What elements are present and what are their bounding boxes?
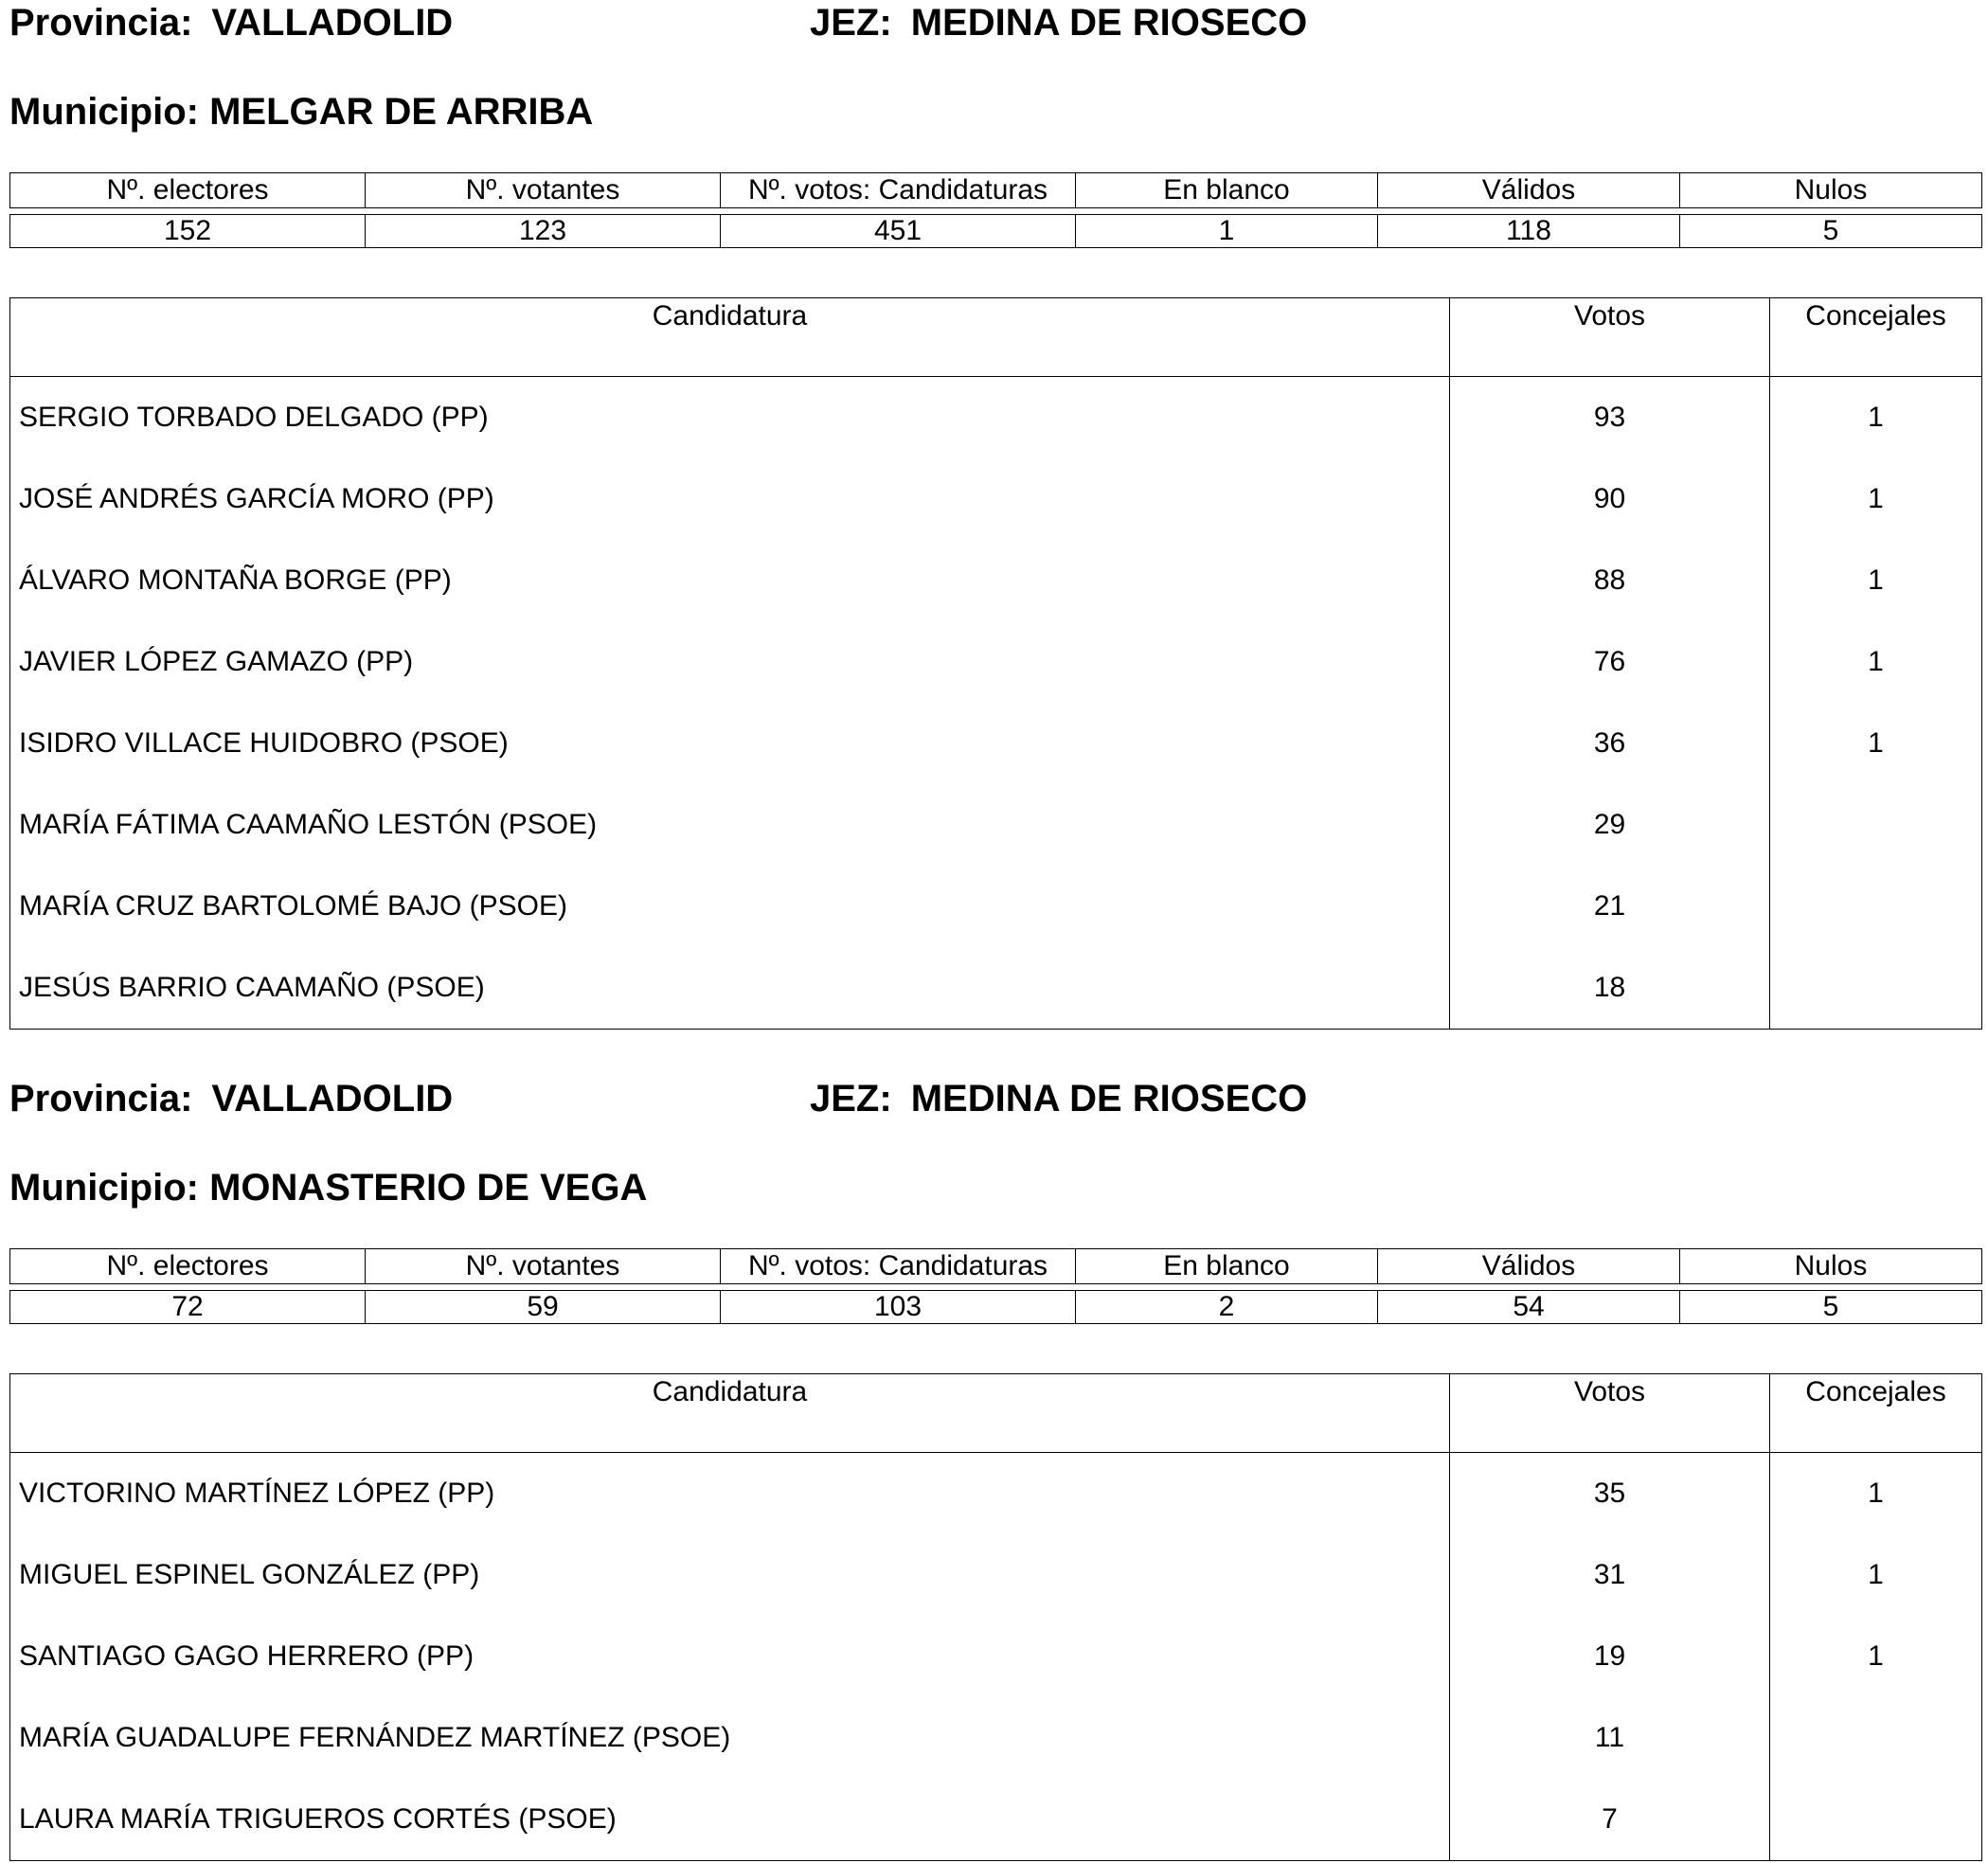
summary-header-cell: Nº. electores	[10, 1249, 366, 1284]
votos-header: Votos	[1450, 298, 1770, 377]
summary-value-cell: 54	[1378, 1291, 1680, 1324]
candidate-votos: 29	[1450, 784, 1770, 866]
candidate-concejales	[1770, 1697, 1982, 1779]
jez-value: MEDINA DE RIOSECO	[910, 2, 1308, 44]
jez-label: JEZ:	[810, 2, 892, 44]
candidates-table	[9, 1373, 1982, 1861]
summary-header-cell: Nº. votos: Candidaturas	[721, 1249, 1076, 1284]
summary-header-cell: Nulos	[1680, 1249, 1982, 1284]
candidate-concejales: 1	[1770, 1453, 1982, 1535]
candidate-name: MARÍA GUADALUPE FERNÁNDEZ MARTÍNEZ (PSOE)	[19, 1722, 731, 1753]
table-row	[10, 1534, 1982, 1616]
concejales-header: Concejales	[1770, 1374, 1982, 1453]
summary-header-row	[10, 1249, 1982, 1284]
provincia-label: Provincia:	[9, 1078, 193, 1120]
candidatura-header: Candidatura	[10, 1374, 1450, 1453]
votos-header: Votos	[1450, 1374, 1770, 1453]
candidate-name: MARÍA FÁTIMA CAAMAÑO LESTÓN (PSOE)	[19, 809, 598, 840]
summary-header-cell: Nº. votantes	[366, 173, 721, 208]
candidate-name: SERGIO TORBADO DELGADO (PP)	[19, 402, 489, 433]
summary-value-cell: 118	[1378, 215, 1680, 248]
municipio-label: Municipio:	[9, 1167, 199, 1209]
summary-gap	[10, 1284, 1982, 1291]
summary-header-cell: Nº. electores	[10, 173, 366, 208]
summary-header-cell: Nº. votos: Candidaturas	[721, 173, 1076, 208]
candidate-name: LAURA MARÍA TRIGUEROS CORTÉS (PSOE)	[19, 1803, 617, 1835]
candidate-name: ISIDRO VILLACE HUIDOBRO (PSOE)	[19, 727, 509, 759]
summary-header-cell: Nº. votantes	[366, 1249, 721, 1284]
table-row	[10, 1616, 1982, 1697]
candidate-name: ÁLVARO MONTAÑA BORGE (PP)	[19, 564, 452, 596]
candidate-concejales: 1	[1770, 377, 1982, 459]
table-row	[10, 621, 1982, 703]
summary-value-cell: 59	[366, 1291, 721, 1324]
concejales-header: Concejales	[1770, 298, 1982, 377]
candidate-votos: 76	[1450, 621, 1770, 703]
municipio-value: MONASTERIO DE VEGA	[209, 1167, 648, 1209]
candidate-name: SANTIAGO GAGO HERRERO (PP)	[19, 1640, 475, 1672]
municipio-header	[9, 1165, 647, 1210]
summary-header-row	[10, 173, 1982, 208]
summary-value-cell: 5	[1680, 215, 1982, 248]
candidate-name: MARÍA CRUZ BARTOLOMÉ BAJO (PSOE)	[19, 890, 567, 922]
summary-value-cell: 123	[366, 215, 721, 248]
summary-value-cell: 2	[1076, 1291, 1378, 1324]
candidate-name: JESÚS BARRIO CAAMAÑO (PSOE)	[19, 972, 485, 1003]
summary-value-cell: 1	[1076, 215, 1378, 248]
candidate-concejales	[1770, 947, 1982, 1030]
candidates-header-row	[10, 1374, 1982, 1453]
jez-label: JEZ:	[810, 1078, 892, 1120]
candidate-votos: 7	[1450, 1779, 1770, 1861]
table-row	[10, 458, 1982, 540]
candidate-concejales: 1	[1770, 1534, 1982, 1616]
table-row	[10, 703, 1982, 784]
provincia-value: VALLADOLID	[211, 2, 454, 44]
table-row	[10, 1779, 1982, 1861]
candidate-votos: 11	[1450, 1697, 1770, 1779]
candidate-name: VICTORINO MARTÍNEZ LÓPEZ (PP)	[19, 1478, 495, 1509]
candidate-concejales: 1	[1770, 1616, 1982, 1697]
candidate-votos: 31	[1450, 1534, 1770, 1616]
summary-value-row	[10, 1291, 1982, 1324]
summary-value-cell: 152	[10, 215, 366, 248]
table-row	[10, 947, 1982, 1030]
summary-gap	[10, 208, 1982, 215]
summary-value-row	[10, 215, 1982, 248]
summary-value-cell: 451	[721, 215, 1076, 248]
jez-header	[810, 0, 1307, 45]
summary-value-cell: 103	[721, 1291, 1076, 1324]
summary-header-cell: En blanco	[1076, 1249, 1378, 1284]
table-row	[10, 866, 1982, 947]
candidate-votos: 90	[1450, 458, 1770, 540]
summary-table	[9, 172, 1982, 248]
summary-header-cell: En blanco	[1076, 173, 1378, 208]
table-row	[10, 1697, 1982, 1779]
table-row	[10, 1453, 1982, 1535]
candidate-name: MIGUEL ESPINEL GONZÁLEZ (PP)	[19, 1559, 480, 1590]
summary-value-cell: 5	[1680, 1291, 1982, 1324]
candidate-concejales	[1770, 784, 1982, 866]
candidate-votos: 88	[1450, 540, 1770, 621]
candidate-name: JAVIER LÓPEZ GAMAZO (PP)	[19, 646, 414, 677]
provincia-header	[9, 0, 453, 45]
candidate-concejales: 1	[1770, 621, 1982, 703]
candidate-votos: 19	[1450, 1616, 1770, 1697]
candidate-concejales	[1770, 1779, 1982, 1861]
municipio-value: MELGAR DE ARRIBA	[209, 91, 594, 133]
candidates-table	[9, 297, 1982, 1030]
candidate-votos: 21	[1450, 866, 1770, 947]
candidatura-header: Candidatura	[10, 298, 1450, 377]
table-row	[10, 784, 1982, 866]
provincia-label: Provincia:	[9, 2, 193, 44]
summary-table	[9, 1248, 1982, 1324]
candidate-name: JOSÉ ANDRÉS GARCÍA MORO (PP)	[19, 483, 494, 514]
candidate-concejales	[1770, 866, 1982, 947]
candidate-votos: 93	[1450, 377, 1770, 459]
jez-header	[810, 1076, 1307, 1121]
candidate-concejales: 1	[1770, 703, 1982, 784]
provincia-value: VALLADOLID	[211, 1078, 454, 1120]
table-row	[10, 377, 1982, 459]
jez-value: MEDINA DE RIOSECO	[910, 1078, 1308, 1120]
candidate-votos: 36	[1450, 703, 1770, 784]
summary-value-cell: 72	[10, 1291, 366, 1324]
candidates-header-row	[10, 298, 1982, 377]
candidate-votos: 35	[1450, 1453, 1770, 1535]
candidate-votos: 18	[1450, 947, 1770, 1030]
candidate-concejales: 1	[1770, 540, 1982, 621]
summary-header-cell: Válidos	[1378, 173, 1680, 208]
municipio-label: Municipio:	[9, 91, 199, 133]
summary-header-cell: Válidos	[1378, 1249, 1680, 1284]
table-row	[10, 540, 1982, 621]
provincia-header	[9, 1076, 453, 1121]
candidate-concejales: 1	[1770, 458, 1982, 540]
municipio-header	[9, 89, 593, 134]
summary-header-cell: Nulos	[1680, 173, 1982, 208]
